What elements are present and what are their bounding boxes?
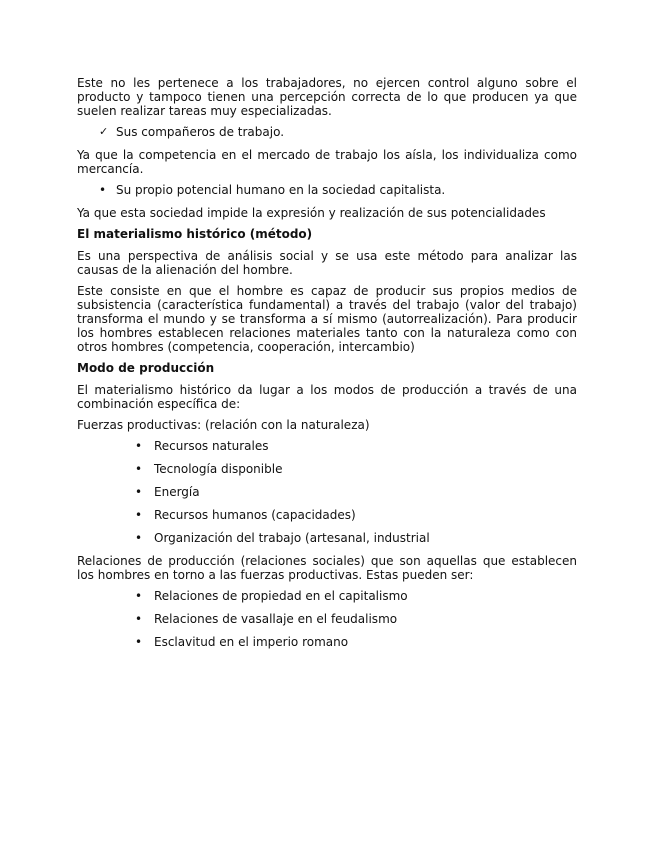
list-item (77, 635, 577, 649)
paragraph: Ya que la competencia en el mercado de trabajo los aísla, los individualiza como mercancía. (77, 148, 577, 176)
paragraph: Este consiste en que el hombre es capaz de producir sus propios medios de subsistencia (característica fundamental) a través del trabajo (valor del trabajo) transforma el mundo y se transforma a sí mismo (autorrealización). Para producir los hombres establecen relaciones materiales tanto con la naturaleza como con otros hombres (competencia, cooperación, intercambio) (77, 284, 577, 354)
check-list (77, 125, 577, 139)
paragraph: Este no les pertenece a los trabajadores, no ejercen control alguno sobre el producto y tampoco tienen una percepción correcta de lo que producen ya que suelen realizar tareas muy especializadas. (77, 76, 577, 118)
bullet-icon: • (99, 183, 107, 197)
list-item-text: Relaciones de vasallaje en el feudalismo (154, 612, 398, 626)
list-item (77, 439, 577, 453)
list-item-text: Recursos naturales (154, 439, 269, 453)
fuerzas-list (77, 439, 577, 545)
section-heading: Modo de producción (77, 361, 215, 375)
paragraph: Relaciones de producción (relaciones sociales) que son aquellas que establecen los hombres en torno a las fuerzas productivas. Estas pueden ser: (77, 554, 577, 582)
list-item-text: Esclavitud en el imperio romano (154, 635, 349, 649)
section-heading: El materialismo histórico (método) (77, 227, 313, 241)
paragraph: Es una perspectiva de análisis social y se usa este método para analizar las causas de la alienación del hombre. (77, 249, 577, 277)
document-page (77, 76, 577, 658)
list-item-text: Organización del trabajo (artesanal, industrial (154, 531, 430, 545)
list-item (77, 485, 577, 499)
list-item (77, 183, 577, 197)
list-item-text: Su propio potencial humano en la sociedad capitalista. (116, 183, 446, 197)
list-item (77, 531, 577, 545)
bullet-icon: • (135, 508, 143, 522)
bullet-icon: • (135, 612, 143, 626)
bullet-icon: • (135, 485, 143, 499)
paragraph: Fuerzas productivas: (relación con la naturaleza) (77, 418, 370, 432)
relaciones-list (77, 589, 577, 649)
paragraph: El materialismo histórico da lugar a los modos de producción a través de una combinación específica de: (77, 383, 577, 411)
bullet-list (77, 183, 577, 197)
list-item-text: Energía (154, 485, 200, 499)
list-item-text: Relaciones de propiedad en el capitalismo (154, 589, 408, 603)
paragraph: Ya que esta sociedad impide la expresión y realización de sus potencialidades (77, 206, 546, 220)
bullet-icon: • (135, 635, 143, 649)
bullet-icon: • (135, 462, 143, 476)
list-item (77, 589, 577, 603)
bullet-icon: • (135, 589, 143, 603)
list-item-text: Recursos humanos (capacidades) (154, 508, 356, 522)
bullet-icon: • (135, 439, 143, 453)
list-item-text: Sus compañeros de trabajo. (116, 125, 285, 139)
list-item (77, 125, 577, 139)
list-item (77, 462, 577, 476)
list-item (77, 612, 577, 626)
checkmark-icon: ✓ (99, 125, 109, 138)
list-item (77, 508, 577, 522)
bullet-icon: • (135, 531, 143, 545)
list-item-text: Tecnología disponible (154, 462, 283, 476)
